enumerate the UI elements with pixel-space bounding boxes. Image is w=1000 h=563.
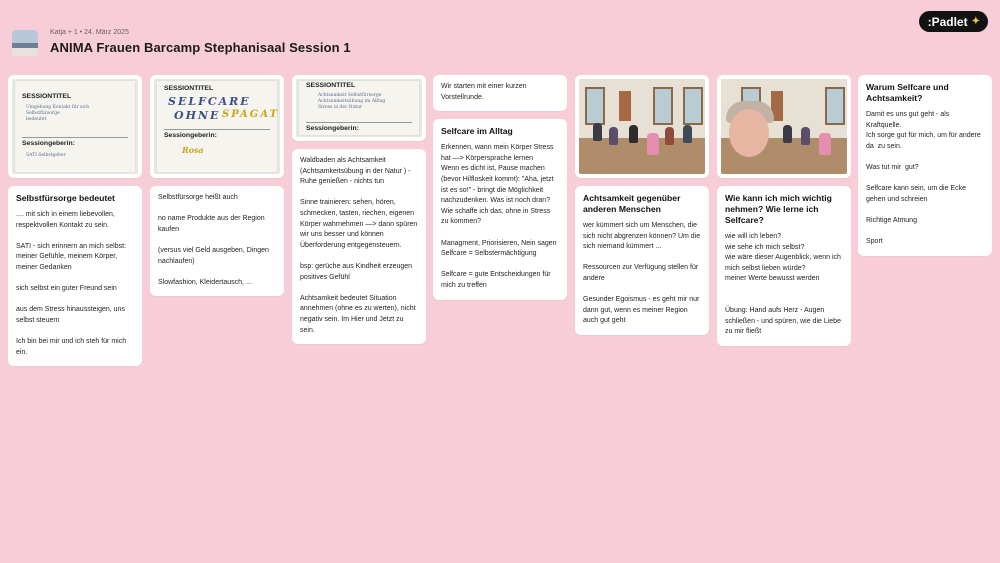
selfie-face (729, 109, 769, 157)
column-7 (858, 75, 992, 264)
post-body: Selbstfürsorge heißt auch no name Produkte aus der Region kaufen (versus viel Geld ausgeben, Dingen nachlaufen) Slowfashion, Kleidertausch, ... (158, 194, 269, 286)
post-body: Erkennen, wann mein Körper Stress hat —> Körpersprache lernen Wenn es dicht ist, Pause machen (bevor Hilfloskeit kommt): "Aha, jetzt ist es so!" - bringt die Möglichkeit nachzudenken. Was ist noch dran? Wie schaffe ich das, ohne in Stress zu kommen? Managment, Priorisieren, Nein sagen Selfcare = Selbstermächtigung Selfcare = gute Entscheidungen für mich zu treffen (441, 144, 557, 289)
post-body: Waldbaden als Achtsamkeit (Achtsamkeitsübung in der Natur ) - Ruhe genießen - nichts tun Sinne trainieren: sehen, hören, schmecken, tasten, riechen, eigenen Körper wahrnehmen —> dann spüren wir uns besser und können Überforderung entgegensteuern. bsp: gerüche aus Kindheit erzeugen positives Gefühl Achtsamkeit bedeutet Situation annehmen (ohne es zu werten), nicht negativ sein. Im Hier und Jetzt zu sein. (300, 157, 418, 334)
sheet-host-handwriting: SATI Selbstgeber (26, 153, 66, 158)
column-3 (292, 75, 426, 352)
sheet-label-host: Sessiongeberin: (306, 125, 359, 132)
sheet-label-host: Sessiongeberin: (164, 132, 217, 139)
post-title: Warum Selfcare und Achtsamkeit? (866, 82, 949, 103)
column-4 (433, 75, 567, 308)
session-sheet-photo (296, 79, 422, 137)
column-6 (717, 75, 851, 354)
sheet-label-host: Sessiongeberin: (22, 140, 75, 147)
group-room-photo (579, 79, 705, 174)
board-title: ANIMA Frauen Barcamp Stephanisaal Session 1 (50, 40, 351, 55)
board-header (12, 28, 351, 56)
post-body: wer kümmert sich um Menschen, die sich nicht abgrenzen können? Um die sich niemand kümmert ... Ressourcen zur Verfügung stellen für andere Gesunder Egoismus - es geht mir nur dann gut, wenn es meiner Region auch gut geht (583, 222, 701, 325)
post-title: Achtsamkeit gegenüber anderen Menschen (583, 193, 681, 214)
post-card[interactable] (433, 75, 567, 111)
group-room-selfie-photo (721, 79, 847, 174)
padlet-leaf-icon: ✦ (971, 16, 980, 27)
padlet-logo[interactable] (919, 11, 988, 32)
sheet-big-text-2: OHNE (174, 109, 221, 122)
post-card[interactable] (292, 149, 426, 344)
session-sheet-photo (12, 79, 138, 174)
post-body: wie will ich leben? wie sehe ich mich selbst? wie wäre dieser Augenblick, wenn ich mich selbst lieben würde? meiner Werte bewusst werden Übung: Hand aufs Herz - Augen schließen - und spüren, wie die Liebe zu mir fließt (725, 233, 841, 336)
sheet-host-handwriting: Rosa (182, 145, 204, 155)
post-image-card[interactable] (717, 75, 851, 178)
session-sheet-photo (154, 79, 280, 174)
sheet-handwriting: Umgebung Kontakt für sich Selbstfürsorge bedeutet (26, 105, 90, 122)
sheet-handwriting: Achtsamkeit Selbstfürsorge Achtsamkeitsübung im Alltag Stress in der Natur (318, 93, 386, 110)
post-card[interactable] (575, 186, 709, 335)
post-image-card[interactable] (575, 75, 709, 178)
board-meta: Katja + 1 • 24. März 2025 (50, 29, 129, 36)
padlet-logo-text: :Padlet (927, 14, 968, 29)
post-card[interactable] (858, 75, 992, 256)
column-2 (150, 75, 284, 304)
post-image-card[interactable] (292, 75, 426, 141)
post-body: Wir starten mit einer kurzen Vorstellrunde. (441, 83, 529, 101)
column-5 (575, 75, 709, 343)
post-body: Damit es uns gut geht - als Kraftquelle. Ich sorge gut für mich, um für andere da zu sein. Was tut mir gut? Selfcare kann sein, um die Ecke gehen und schreien Richtige Atmung Sport (866, 111, 981, 246)
post-title: Wie kann ich mich wichtig nehmen? Wie lerne ich Selfcare? (725, 193, 832, 225)
sheet-label-title: SESSIONTITEL (306, 82, 356, 89)
post-card[interactable] (8, 186, 142, 366)
post-card[interactable] (717, 186, 851, 346)
column-1 (8, 75, 142, 374)
post-title: Selbstfürsorge bedeutet (16, 193, 115, 203)
post-image-card[interactable] (8, 75, 142, 178)
post-image-card[interactable] (150, 75, 284, 178)
sheet-label-title: SESSIONTITEL (164, 85, 214, 92)
post-card[interactable] (150, 186, 284, 296)
post-title: Selfcare im Alltag (441, 126, 513, 137)
sheet-big-text-1: SELFCARE (168, 95, 251, 108)
sheet-big-text-3: SPAGAT (222, 109, 279, 120)
post-card[interactable] (433, 119, 567, 299)
post-body: .... mit sich in einem liebevollen, respektvollen Kontakt zu sein. SATI - sich erinnern an mich selbst: meiner Gefühle, meinem Körper, meiner Gedanken sich selbst ein guter Freund sein aus dem Stress hinaussteigen, uns selbst steuern Ich bin bei mir und ich steh für mich ein. (16, 211, 127, 356)
sheet-label-title: SESSIONTITEL (22, 93, 72, 100)
board-thumbnail[interactable] (12, 30, 38, 56)
